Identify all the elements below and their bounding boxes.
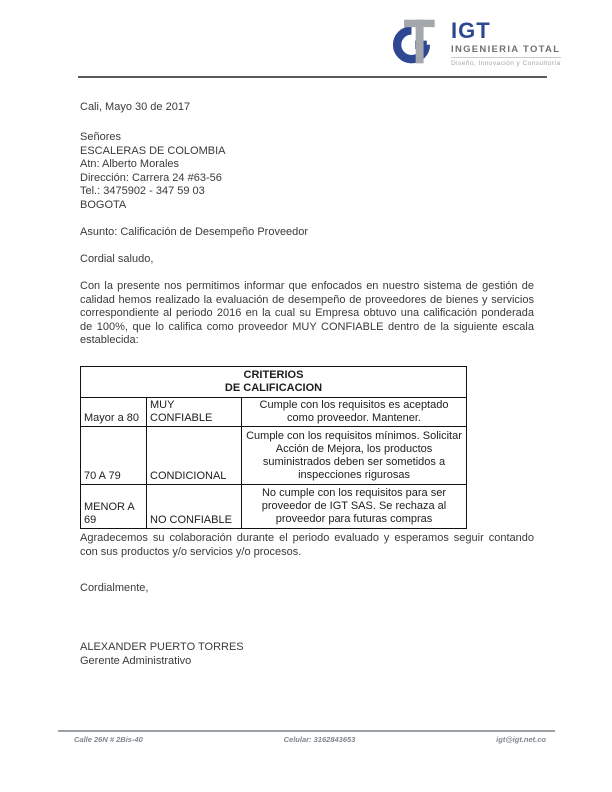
recipient-line: BOGOTA xyxy=(80,198,127,211)
logo-divider xyxy=(451,57,561,58)
recipient-block xyxy=(80,131,226,213)
rating-cell: CONDICIONAL xyxy=(147,427,242,485)
recipient-line: ESCALERAS DE COLOMBIA xyxy=(80,144,226,157)
footer xyxy=(74,735,546,744)
company-logo xyxy=(392,17,561,67)
recipient-line: Atn: Alberto Morales xyxy=(80,158,180,171)
score-range-cell: Mayor a 80 xyxy=(81,398,147,427)
table-title-line2: DE CALIFICACION xyxy=(224,382,323,394)
criteria-table-wrapper xyxy=(80,366,467,529)
greeting-line: Cordial saludo, xyxy=(80,253,154,265)
criteria-table xyxy=(80,366,467,529)
footer-address: Calle 26N # 2Bis-40 xyxy=(74,735,143,744)
table-row xyxy=(81,485,467,529)
rating-cell: NO CONFIABLE xyxy=(147,485,242,529)
letter-date: Cali, Mayo 30 de 2017 xyxy=(80,101,191,113)
logo-acronym: IGT xyxy=(451,18,491,43)
signature-name: ALEXANDER PUERTO TORRES xyxy=(80,641,244,653)
score-range-cell: 70 A 79 xyxy=(81,427,147,485)
sign-off: Cordialmente, xyxy=(80,582,149,594)
table-row xyxy=(81,427,467,485)
description-cell: Cumple con los requisitos es aceptado como proveedor. Mantener. xyxy=(242,398,467,427)
recipient-line: Dirección: Carrera 24 #63-56 xyxy=(80,171,222,184)
logo-company-name: INGENIERIA TOTAL xyxy=(451,44,561,55)
description-cell: No cumple con los requisitos para ser proveedor de IGT SAS. Se rechaza al proveedor para futuras compras xyxy=(242,485,467,529)
closing-paragraph: Agradecemos su colaboración durante el periodo evaluado y esperamos seguir contando con sus productos y/o servicios y/o procesos. xyxy=(80,532,534,558)
body-paragraph: Con la presente nos permitimos informar que enfocados en nuestro sistema de gestión de calidad hemos realizado la evaluación de desempeño de proveedores de bienes y servicios correspondiente al periodo 2016 en la cual su Empresa obtuvo una calificación ponderada de 100%, que lo califica como proveedor MUY CONFIABLE dentro de la siguiente escala establecida: xyxy=(80,280,534,346)
signature-block xyxy=(80,641,244,668)
igt-logo-icon xyxy=(392,17,444,67)
description-cell: Cumple con los requisitos mínimos. Solicitar Acción de Mejora, los productos suministrados deben ser sometidos a inspecciones rigurosas xyxy=(242,427,467,485)
rating-cell: MUY CONFIABLE xyxy=(147,398,242,427)
subject-line: Asunto: Calificación de Desempeño Proveedor xyxy=(80,226,309,238)
footer-email: igt@igt.net.co xyxy=(496,735,546,744)
table-title xyxy=(81,367,467,398)
footer-rule xyxy=(58,730,555,732)
table-header-row xyxy=(81,367,467,398)
logo-text-block xyxy=(451,20,561,67)
header-rule xyxy=(78,76,547,78)
table-row xyxy=(81,398,467,427)
recipient-line: Señores xyxy=(80,131,121,143)
footer-phone: Celular: 3162843653 xyxy=(283,735,356,744)
logo-tagline: Diseño, Innovación y Consultoría xyxy=(451,60,561,67)
recipient-line: Tel.: 3475902 - 347 59 03 xyxy=(80,185,205,198)
signature-title: Gerente Administrativo xyxy=(80,654,192,667)
table-title-line1: CRITERIOS xyxy=(243,369,304,381)
score-range-cell: MENOR A 69 xyxy=(81,485,147,529)
